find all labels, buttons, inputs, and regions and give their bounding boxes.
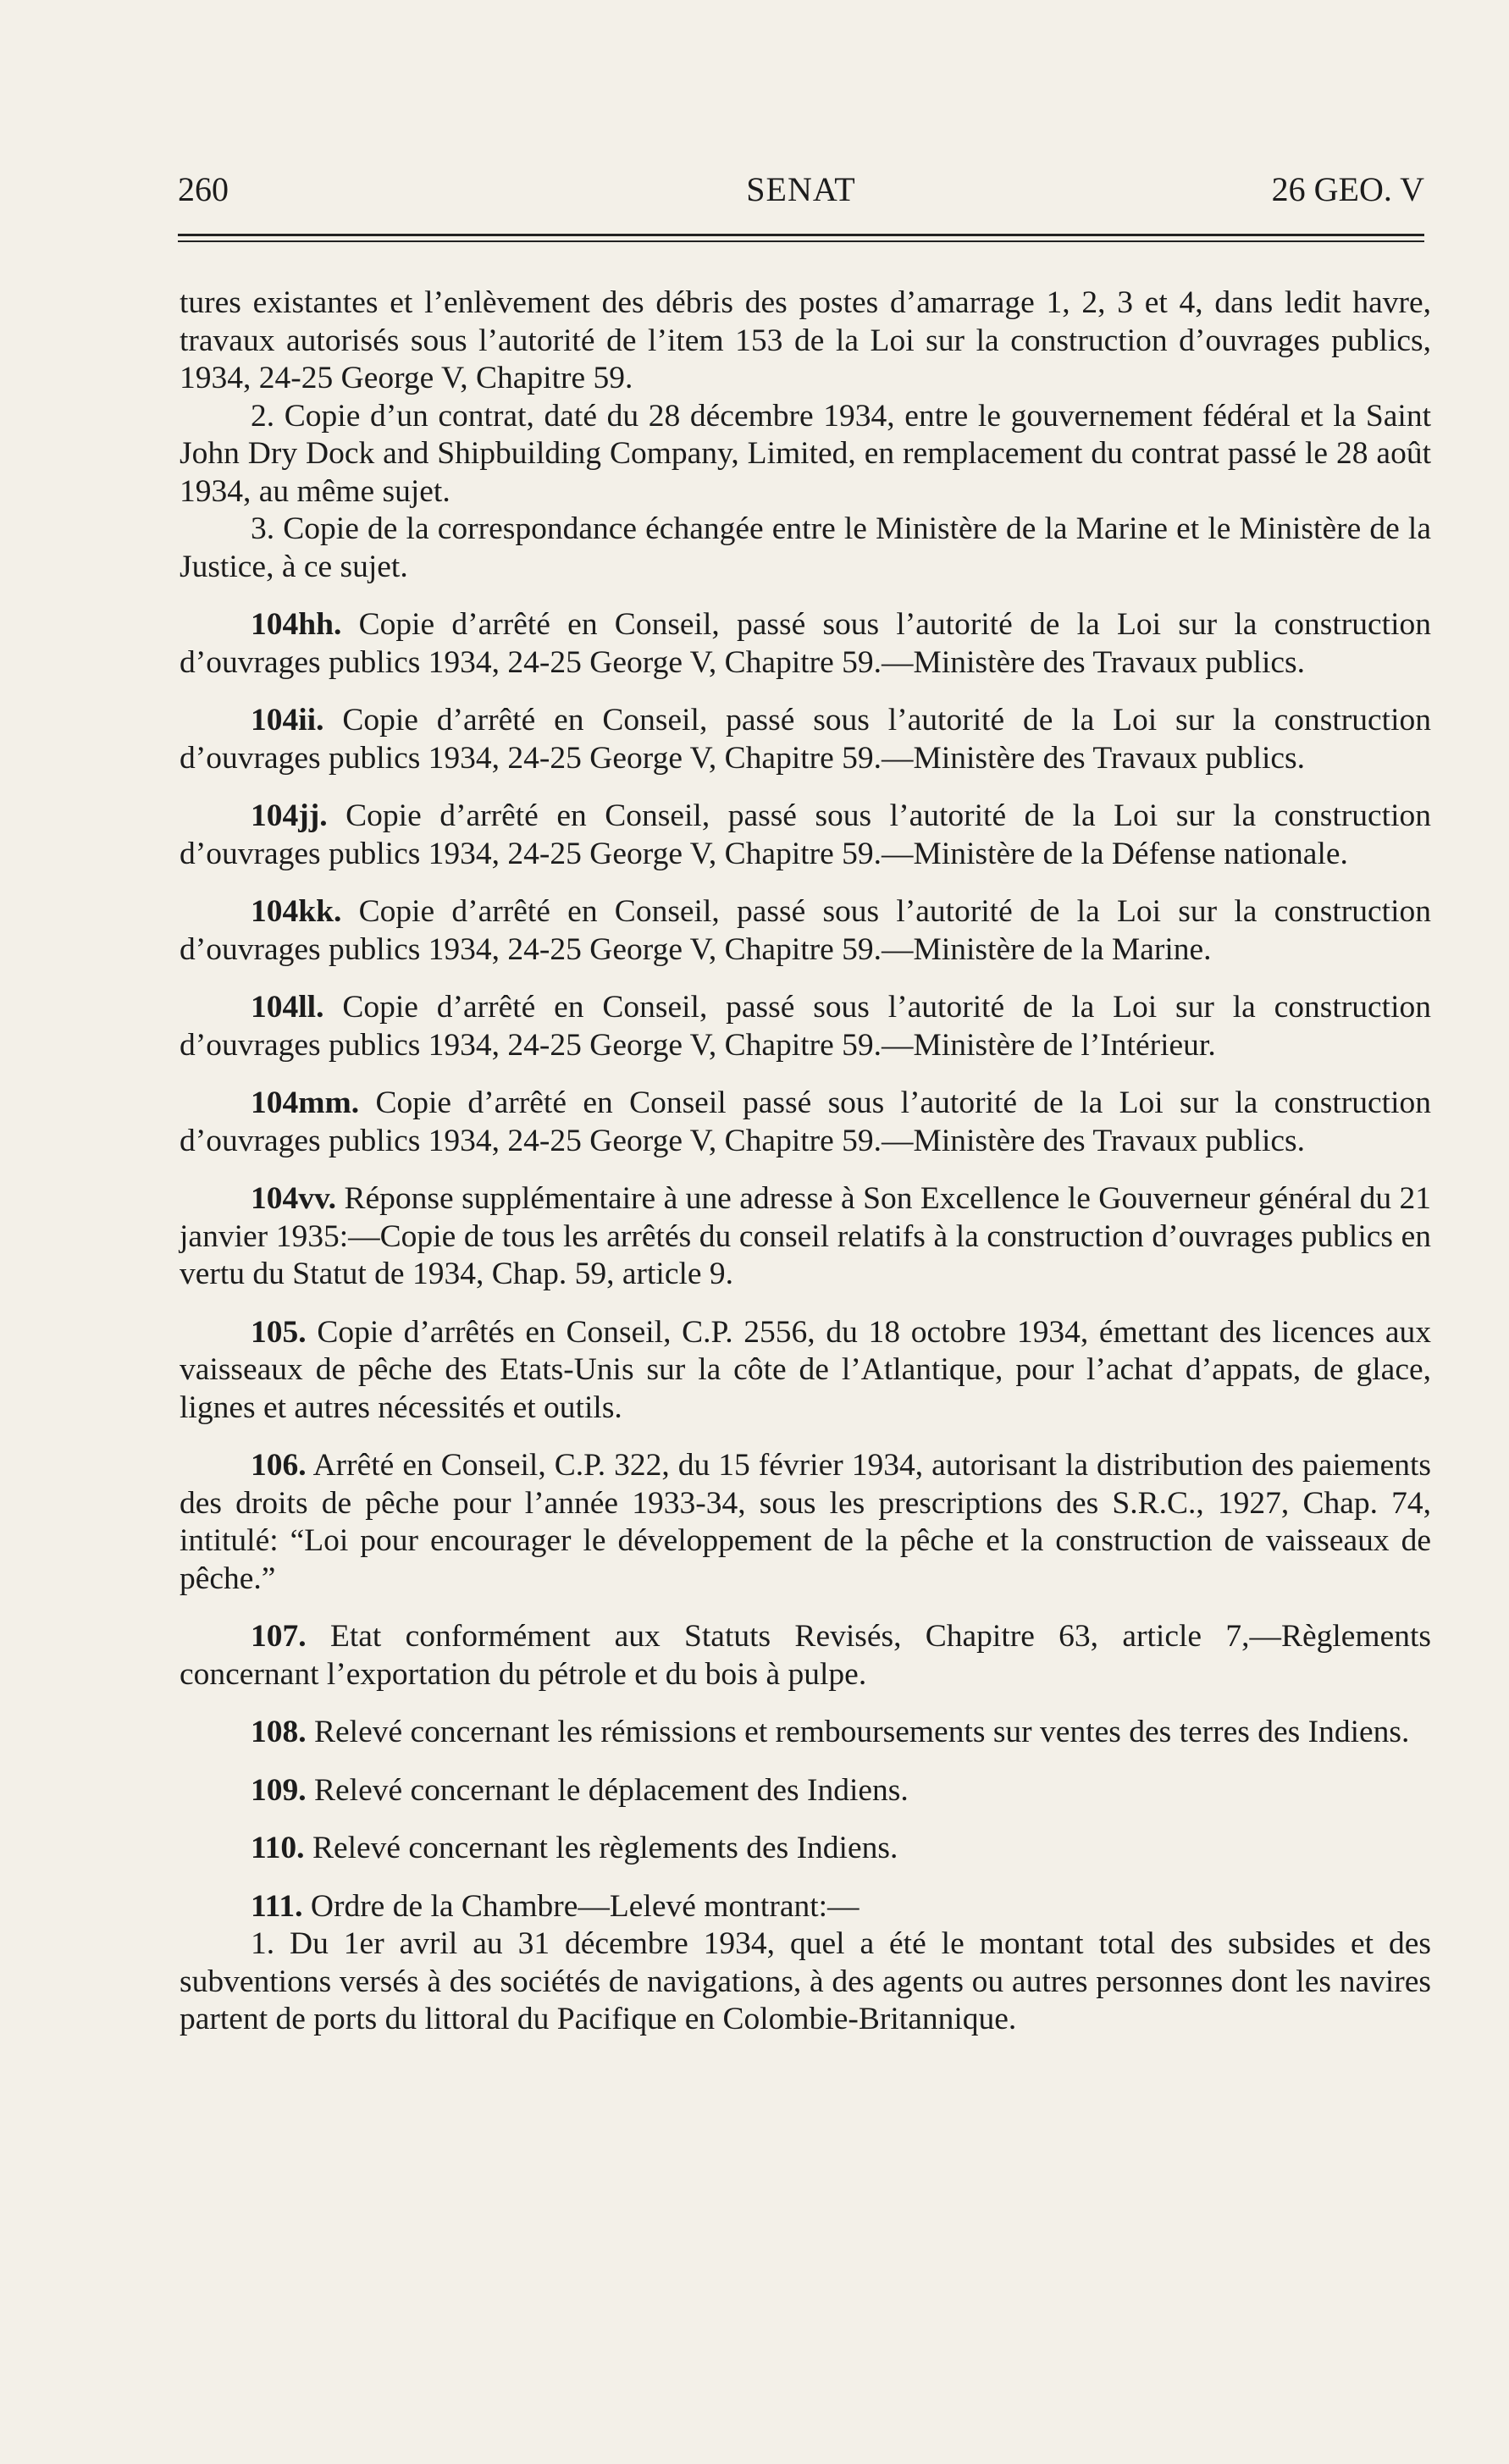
- entry-text: Copie d’arrêté en Conseil, passé sous l’autorité de la Loi sur la construction d’ouvrages publics 1934, 24-25 George V, Chapitre 59.—Ministère des Travaux publics.: [180, 607, 1431, 680]
- entry-number: 104mm.: [251, 1086, 360, 1120]
- entry-number: 104jj.: [251, 798, 328, 833]
- entry-text: Etat conformément aux Statuts Revisés, Chapitre 63, article 7,—Règlements concernant l’exportation du pétrole et du bois à pulpe.: [180, 1619, 1432, 1692]
- entry-text: Relevé concernant les rémissions et remboursements sur ventes des terres des Indiens.: [314, 1715, 1410, 1749]
- paragraph-text: tures existantes et l’enlèvement des débris des postes d’amarrage 1, 2, 3 et 4, dans ledit havre, travaux autorisés sous l’autorité de l’item 153 de la Loi sur la construction d’ouvrages publics, 1934, 24-25 George V, Chapitre 59.: [180, 285, 1431, 395]
- entry: [180, 1618, 1431, 1693]
- entry-number: 104ii.: [251, 703, 324, 738]
- entry-text: Réponse supplémentaire à une adresse à Son Excellence le Gouverneur général du 21 janvier 1935:—Copie de tous les arrêtés du conseil relatifs à la construction d’ouvrages publics en vertu du Statut de 1934, Chap. 59, article 9.: [180, 1181, 1432, 1291]
- entry-text: Copie d’arrêté en Conseil, passé sous l’autorité de la Loi sur la construction d’ouvrages publics 1934, 24-25 George V, Chapitre 59.—Ministère de la Défense nationale.: [180, 798, 1432, 871]
- running-title: SENAT: [746, 170, 856, 208]
- entry-text: Copie d’arrêté en Conseil, passé sous l’autorité de la Loi sur la construction d’ouvrages publics 1934, 24-25 George V, Chapitre 59.—Ministère des Travaux publics.: [180, 703, 1432, 776]
- entry-text: Ordre de la Chambre—Lelevé montrant:—: [310, 1888, 860, 1924]
- entry: [180, 989, 1431, 1064]
- entry-number: 106.: [251, 1448, 307, 1483]
- paragraph: [180, 511, 1431, 586]
- entry-number: 108.: [251, 1715, 307, 1749]
- entry-number: 105.: [251, 1314, 307, 1350]
- entry-text: Copie d’arrêté en Conseil, passé sous l’autorité de la Loi sur la construction d’ouvrages publics 1934, 24-25 George V, Chapitre 59.—Ministère de la Marine.: [180, 894, 1431, 967]
- paragraph-text: 1. Du 1er avril au 31 décembre 1934, quel a été le montant total des subsides et des subventions versés à des sociétés de navigations, à des agents ou autres personnes dont les navires partent de ports du littoral du Pacifique en Colombie-Britannique.: [180, 1926, 1431, 2036]
- paragraph-text: 2. Copie d’un contrat, daté du 28 décembre 1934, entre le gouvernement fédéral et la Saint John Dry Dock and Shipbuilding Company, Limited, en remplacement du contrat passé le 28 août 1934, au même sujet.: [180, 398, 1431, 509]
- document-body: [180, 285, 1431, 2039]
- entry: [180, 1772, 1431, 1810]
- entry: [180, 1714, 1431, 1752]
- entry: [180, 1830, 1431, 1868]
- entry: [180, 893, 1431, 969]
- entry: [180, 1888, 1431, 1926]
- paragraph: [180, 1925, 1431, 2039]
- header-rule-thick: [178, 234, 1424, 236]
- entry: [180, 1314, 1431, 1428]
- entry-number: 104kk.: [251, 894, 342, 929]
- entry: [180, 1180, 1431, 1294]
- entry-text: Relevé concernant les règlements des Indiens.: [312, 1831, 898, 1865]
- entry-text: Copie d’arrêté en Conseil, passé sous l’autorité de la Loi sur la construction d’ouvrages publics 1934, 24-25 George V, Chapitre 59.—Ministère de l’Intérieur.: [180, 990, 1432, 1063]
- paragraph-text: 3. Copie de la correspondance échangée entre le Ministère de la Marine et le Ministère de la Justice, à ce sujet.: [180, 511, 1431, 584]
- entry-number: 109.: [251, 1772, 307, 1808]
- session-title: 26 GEO. V: [1271, 170, 1424, 208]
- entry-text: Relevé concernant le déplacement des Indiens.: [314, 1772, 909, 1808]
- entry-number: 104hh.: [251, 607, 342, 642]
- entry: [180, 1085, 1431, 1160]
- entry-number: 104ll.: [251, 990, 324, 1025]
- entry-number: 110.: [251, 1831, 305, 1865]
- header-rule-thin: [178, 240, 1424, 242]
- page-number: 260: [178, 170, 229, 208]
- paragraph: [180, 398, 1431, 511]
- entry-number: 107.: [251, 1619, 307, 1654]
- paragraph: [180, 285, 1431, 398]
- entry-number: 111.: [251, 1888, 303, 1924]
- entry: [180, 798, 1431, 873]
- entry-text: Copie d’arrêté en Conseil passé sous l’autorité de la Loi sur la construction d’ouvrages publics 1934, 24-25 George V, Chapitre 59.—Ministère des Travaux publics.: [180, 1086, 1431, 1158]
- entry-text: Copie d’arrêtés en Conseil, C.P. 2556, du 18 octobre 1934, émettant des licences aux vaisseaux de pêche des Etats-Unis sur la côte de l’Atlantique, pour l’achat d’appats, de glace, lignes et autres nécessités et outils.: [180, 1314, 1431, 1425]
- entry-number: 104vv.: [251, 1181, 337, 1216]
- entry: [180, 702, 1431, 777]
- page-header: [178, 169, 1424, 220]
- entry-text: Arrêté en Conseil, C.P. 322, du 15 février 1934, autorisant la distribution des paiements des droits de pêche pour l’année 1933-34, sous les prescriptions des S.R.C., 1927, Chap. 74, intitulé: “Loi pour encourager le développement de la pêche et la construction de vaisseaux de pêche.”: [180, 1448, 1431, 1596]
- entry: [180, 1447, 1431, 1598]
- entry: [180, 606, 1431, 682]
